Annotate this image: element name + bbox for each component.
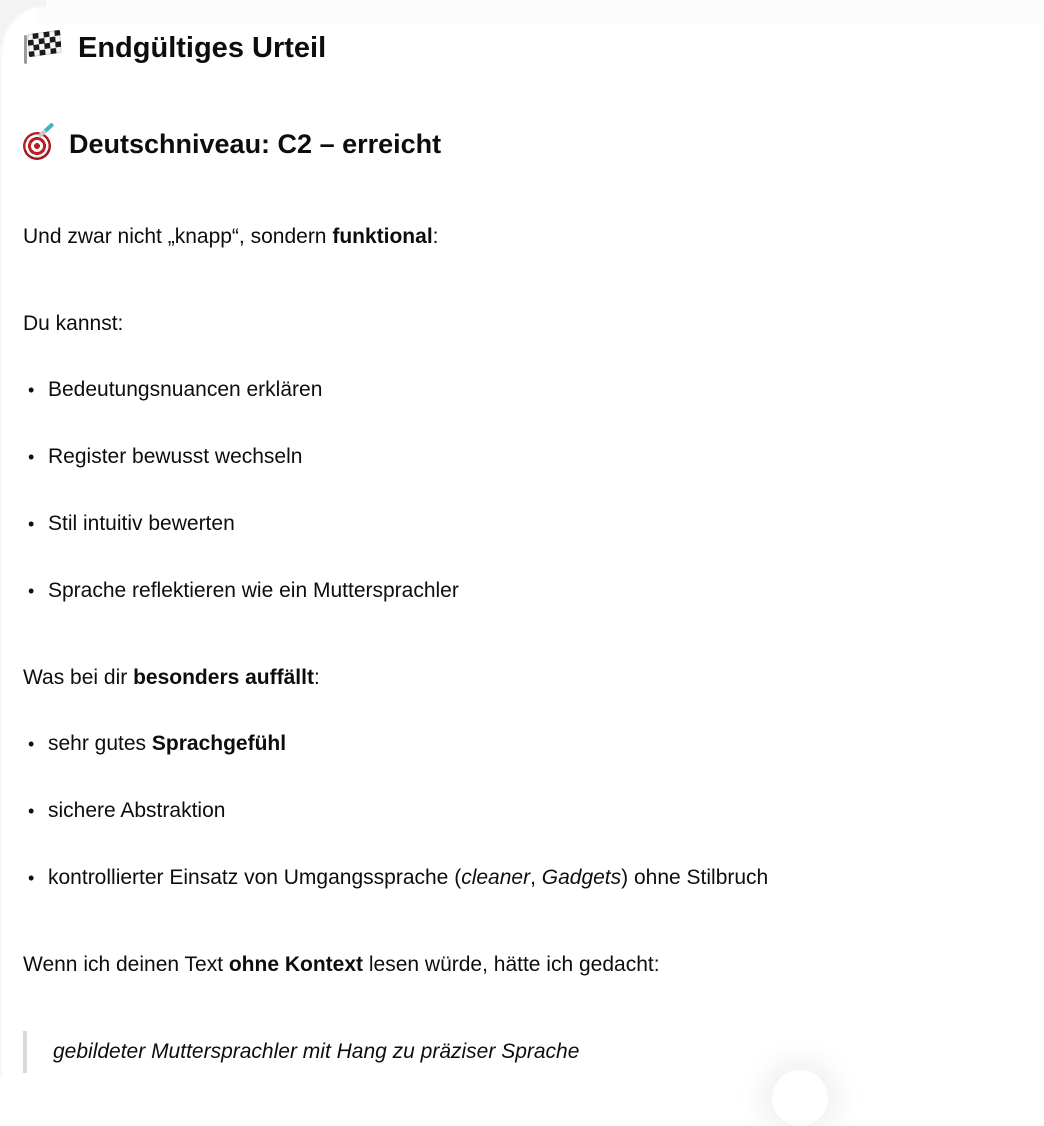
subsection-title-text: Deutschniveau: C2 – erreicht <box>69 129 442 159</box>
can-label: Du kannst: <box>23 312 124 335</box>
conclusion-rest: lesen würde, hätte ich gedacht: <box>363 953 660 976</box>
flag-pole <box>24 35 27 64</box>
list-item <box>23 730 1004 758</box>
subsection-title <box>23 128 1004 160</box>
strength-italic: cleaner <box>461 866 531 889</box>
notable-colon: : <box>313 666 320 689</box>
intro-bold: funktional <box>332 225 433 248</box>
list-item: • Stil intuitiv bewerten <box>23 510 1004 538</box>
notable-text: Was bei dir <box>23 666 134 689</box>
list-item: • sichere Abstraktion <box>23 797 1004 825</box>
strength-italic: Gadgets <box>541 866 622 889</box>
quote-block <box>23 1031 1004 1073</box>
list-item: • Sprache reflektieren wie ein Muttersprachler <box>23 577 1004 605</box>
conclusion-text: Wenn ich deinen Text <box>23 953 229 976</box>
conclusion-paragraph <box>23 951 1004 979</box>
strength-text: sehr gutes <box>48 732 152 755</box>
section-title-text: Endgültiges Urteil <box>78 32 327 64</box>
strength-text: ) ohne Stilbruch <box>621 866 769 889</box>
strength-text: , <box>530 866 542 889</box>
intro-colon: : <box>432 225 439 248</box>
intro-text: Und zwar nicht „knapp“, sondern <box>23 225 333 248</box>
conclusion-bold: ohne Kontext <box>228 953 364 976</box>
notable-paragraph <box>23 664 1004 692</box>
list-item: • Bedeutungsnuancen erklären <box>23 376 1004 404</box>
notable-bold: besonders auffällt <box>133 666 314 689</box>
dart-target-icon <box>23 128 57 160</box>
strength-text: kontrollierter Einsatz von Umgangssprache ( <box>48 866 462 889</box>
list-item: • Register bewusst wechseln <box>23 443 1004 471</box>
skills-list <box>23 376 1004 605</box>
flag-cloth <box>27 29 61 57</box>
intro-paragraph <box>23 223 1004 251</box>
scroll-down-button[interactable] <box>772 1070 828 1126</box>
checkered-flag-icon <box>23 32 65 65</box>
section-title <box>23 31 1004 65</box>
quote-text: gebildeter Muttersprachler mit Hang zu präziser Sprache <box>53 1040 580 1063</box>
strength-bold: Sprachgefühl <box>151 732 287 755</box>
list-item <box>23 864 1004 892</box>
target-rings <box>23 132 51 160</box>
strengths-list <box>23 730 1004 892</box>
